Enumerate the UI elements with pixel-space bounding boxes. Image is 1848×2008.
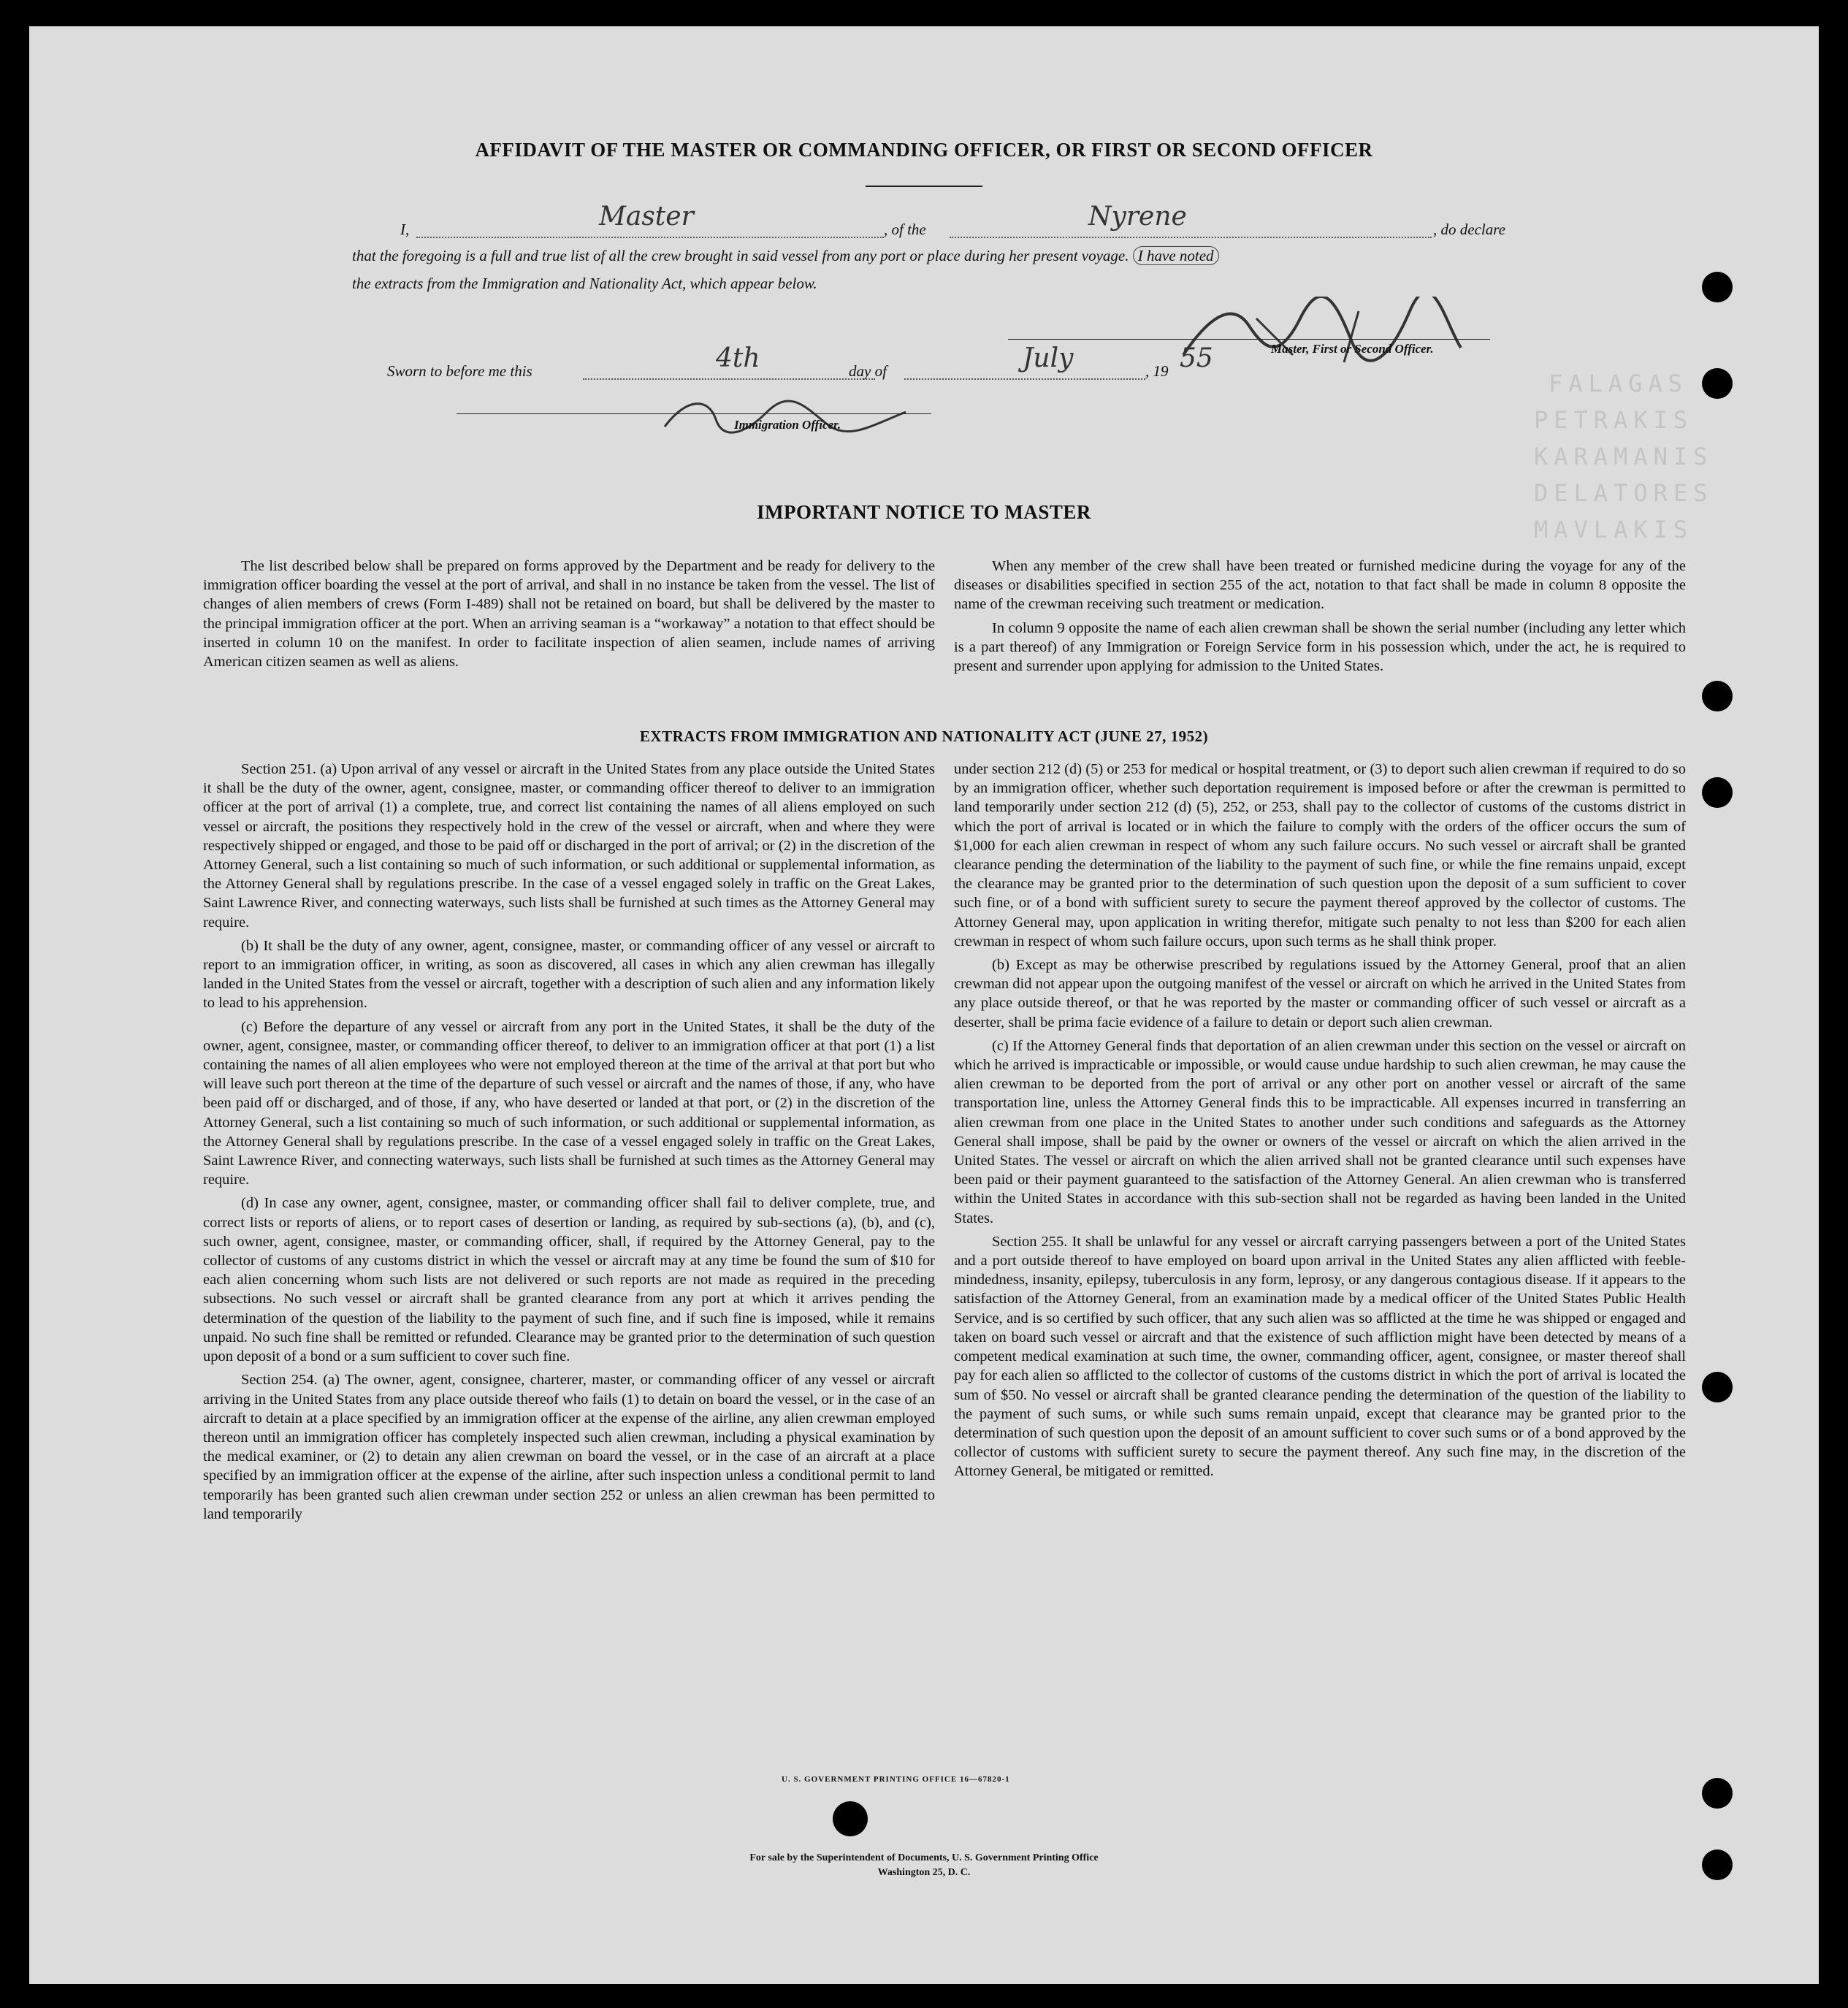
- gpo-imprint: U. S. GOVERNMENT PRINTING OFFICE 16—67820-1: [782, 1775, 1010, 1784]
- day-of-label: day of: [849, 362, 887, 380]
- officer-signature: [657, 390, 920, 441]
- master-signature: [1169, 297, 1505, 370]
- bleed-through-text: DELATORES: [1534, 479, 1714, 507]
- day-handwritten[interactable]: 4th: [716, 343, 760, 373]
- signature-caption: Master, First or Second Officer.: [1271, 342, 1434, 356]
- extract-paragraph: (b) It shall be the duty of any owner, agent, consignee, master, or commanding officer of any vessel or aircraft to report to an immigration officer, in writing, as soon as discovered, all cases in which any alien crewman has illegally landed in the United States from the vessel or aircraft, together with a description of such alien and any information likely to lead to his apprehension.: [203, 937, 935, 1012]
- sworn-label: Sworn to before me this: [387, 362, 532, 380]
- affidavit-line-2-text: that the foregoing is a full and true list of all the crew brought in said vessel from any port or place during her present voyage.: [352, 247, 1129, 264]
- punch-hole: [1702, 1778, 1733, 1809]
- bleed-through-text: MAVLAKIS: [1534, 516, 1694, 543]
- extract-paragraph: (b) Except as may be otherwise prescribed by regulations issued by the Attorney General, proof that an alien crewman did not appear upon the outgoing manifest of the vessel or aircraft on which he arrived in the United States from any place outside thereof, or that he was reported by the master or commanding officer of such vessel or aircraft as a deserter, shall be prima facie evidence of a failure to detain or deport such alien crewman.: [954, 957, 1686, 1031]
- document-page: [29, 26, 1819, 1984]
- declarant-name-handwritten[interactable]: Master: [599, 202, 694, 232]
- notice-right-column: [954, 557, 1686, 680]
- do-declare-label: , do declare: [1433, 221, 1505, 238]
- punch-hole: [1702, 1372, 1733, 1402]
- extract-paragraph: (c) If the Attorney General finds that deportation of an alien crewman under this section on the vessel or aircraft on which he arrived is impracticable or impossible, or would cause undue hardship to such alien crewman, he may cause the alien crewman to be deported from the port of arrival or any other port on another vessel or aircraft of the same transportation line, unless the Attorney General finds this to be impracticable. All expenses incurred in transferring an alien crewman from one place in the United States to another under such conditions and safeguards as the Attorney General shall impose, shall be paid by the owner or owners of the vessel or aircraft on which the alien arrived in the United States. The vessel or aircraft on which the alien arrived shall not be granted clearance until such expenses have been paid or their payment guaranteed to the satisfaction of the Attorney General. An alien crewman who is transferred within the United States in accordance with this sub-section shall not be regarded as having been landed in the United States.: [954, 1037, 1686, 1226]
- bleed-through-text: FALAGAS: [1549, 370, 1688, 397]
- punch-hole: [833, 1801, 868, 1836]
- extracts-right-column: [954, 760, 1686, 1486]
- extract-paragraph: (c) Before the departure of any vessel or aircraft from any port in the United States, it shall be the duty of the owner, agent, consignee, master, or commanding officer thereof, to deliver to an immigration officer at that port (1) a list containing the names of all alien employees who were not employed thereon at the time of the arrival at that port but who will leave such port thereon at the time of the departure of such vessel or aircraft and the names of those, if any, who have been paid off or discharged, and of those, if any, who have deserted or landed at that port, or (2) in the discretion of the Attorney General, such a list containing so much of such information, or such additional or supplemental information, as the Attorney General shall by regulations prescribe. In the case of a vessel engaged solely in traffic on the Great Lakes, Saint Lawrence River, and connecting waterways, such lists shall be furnished at such times as the Attorney General may require.: [203, 1018, 935, 1188]
- signature-line: [1008, 339, 1490, 340]
- month-line: [904, 378, 1145, 380]
- bleed-through-text: PETRAKIS: [1534, 406, 1694, 434]
- title-rule: [866, 186, 982, 187]
- extracts-title: EXTRACTS FROM IMMIGRATION AND NATIONALITY ACT (JUNE 27, 1952): [639, 728, 1209, 745]
- officer-line: [457, 413, 931, 414]
- officer-caption: Immigration Officer.: [734, 418, 841, 432]
- noted-text: I have noted: [1133, 246, 1219, 265]
- notice-right-paragraph-1: When any member of the crew shall have been treated or furnished medicine during the voyage for any of the diseases or disabilities specified in section 255 of the act, notation to that fact shall be made in column 8 opposite the name of the crewman receiving such treatment or medication.: [954, 558, 1686, 613]
- extract-paragraph: Section 255. It shall be unlawful for any vessel or aircraft carrying passengers between a port of the United States and a port outside thereof to have employed on board upon arrival in the United States any alien afflicted with feeble-mindedness, insanity, epilepsy, tuberculosis in any form, leprosy, or any dangerous contagious disease. If it appears to the satisfaction of the Attorney General, from an examination made by a medical officer of the United States Public Health Service, and is so certified by such officer, that any such alien was so afflicted at the time he was shipped or engaged and taken on board such vessel or aircraft and that the existence of such affliction might have been detected by means of a competent medical examination at such time, the owner, commanding officer, agent, consignee, or master thereof shall pay for each alien so afflicted to the collector of customs of the customs district in which the port of arrival is located the sum of $50. No vessel or aircraft shall be granted clearance pending the determination of the question of the liability to the payment of such sums, or while such sums remain unpaid, except that clearance may be granted prior to the determination of such question upon the deposit of an amount sufficient to cover such sums or of a bond approved by the collector of customs with sufficient surety to secure the payment thereof. Any such fine may, in the discretion of the Attorney General, be mitigated or remitted.: [954, 1233, 1686, 1480]
- affidavit-title: AFFIDAVIT OF THE MASTER OR COMMANDING OFFICER, OR FIRST OR SECOND OFFICER: [475, 139, 1373, 161]
- punch-hole: [1702, 681, 1733, 711]
- vessel-name-handwritten[interactable]: Nyrene: [1088, 202, 1187, 232]
- declarant-name-line: [416, 237, 884, 238]
- bleed-through-text: KARAMANIS: [1534, 443, 1714, 470]
- declarant-label: I,: [400, 221, 410, 238]
- year-prefix: , 19: [1145, 362, 1169, 380]
- month-handwritten[interactable]: July: [1023, 343, 1074, 373]
- affidavit-line-2: [352, 247, 1543, 265]
- extract-paragraph: Section 254. (a) The owner, agent, consignee, charterer, master, or commanding officer of any vessel or aircraft arriving in the United States from any place outside thereof who fails (1) to detain on board the vessel, or in the case of an aircraft to detain at a place specified by an immigration officer at the expense of the airline, any alien crewman employed thereon until an immigration officer has completely inspected such alien crewman, including a physical examination by the medical examiner, or (2) to detain any alien crewman on board the vessel, or in the case of an aircraft at a place specified by an immigration officer at the expense of the airline, after such inspection unless a conditional permit to land temporarily has been granted such alien crewman under section 252 or unless an alien crewman has been permitted to land temporarily: [203, 1372, 935, 1522]
- extract-paragraph: under section 212 (d) (5) or 253 for medical or hospital treatment, or (3) to deport such alien crewman if required to do so by an immigration officer, whether such deportation requirement is imposed before or after the crewman is permitted to land temporarily under section 212 (d) (5), 252, or 253, shall pay to the collector of customs of the customs district in which the port of arrival is located or in which the failure to comply with the orders of the officer occurs the sum of $1,000 for each alien crewman in respect of whom any such failure occurs. No such vessel or aircraft shall be granted clearance pending the determination of the liability to the payment of such fine, or while the fine remains unpaid, except the clearance may be granted prior to the determination of such question upon the deposit of a sum sufficient to cover such fine, or of a bond with sufficient surety to secure the payment thereof approved by the collector of customs. The Attorney General may, upon application in writing therefor, mitigate such penalty to not less than $200 for each alien crewman in respect of whom such failure occurs, upon such terms as he shall think proper.: [954, 761, 1686, 950]
- punch-hole: [1702, 368, 1733, 399]
- extract-paragraph: Section 251. (a) Upon arrival of any vessel or aircraft in the United States from any place outside the United States it shall be the duty of the owner, agent, consignee, master, or commanding officer thereof to deliver to an immigration officer at the port of arrival (1) a complete, true, and correct list containing the names of all aliens employed on such vessel or aircraft, the positions they respectively hold in the crew of the vessel or aircraft, when and where they were respectively shipped or engaged, and those to be paid off or discharged in the port of arrival; or (2) in the discretion of the Attorney General, such a list containing so much of such information, or such additional or supplemental information, as the Attorney General shall by regulations prescribe. In the case of a vessel engaged solely in traffic on the Great Lakes, Saint Lawrence River, and connecting waterways, such lists shall be furnished at such times as the Attorney General may require.: [203, 761, 935, 931]
- punch-hole: [1702, 272, 1733, 302]
- extract-paragraph: (d) In case any owner, agent, consignee, master, or commanding officer shall fail to deliver complete, true, and correct lists or reports of aliens, or to report cases of desertion or landing, as required by sub-sections (a), (b), and (c), such owner, agent, consignee, master, or commanding officer, shall, if required by the Attorney General, pay to the collector of customs of any customs district in which the vessel or aircraft may at any time be found the sum of $10 for each alien concerning whom such lists are not delivered or such reports are not made as required in the preceding subsections. No such vessel or aircraft shall be granted clearance from any port at which it arrives pending the determination of the question of the liability to the payment of such fine, and if such fine is imposed, while it remains unpaid. No such fine shall be remitted or refunded. Clearance may be granted prior to the determination of such question upon deposit of a bond or a sum sufficient to cover such fine.: [203, 1195, 935, 1365]
- notice-left-paragraph: The list described below shall be prepared on forms approved by the Department and be ready for delivery to the immigration officer boarding the vessel at the port of arrival, and shall in no instance be taken from the vessel. The list of changes of alien members of crews (Form I-489) shall not be retained on board, but shall be delivered by the master to the principal immigration officer at the port. When an arriving seaman is a “workaway” a notation to that effect should be inserted in column 10 on the manifest. In order to facilitate inspection of alien seamen, include names of arriving American citizen seamen as well as aliens.: [203, 558, 935, 671]
- year-handwritten[interactable]: 55: [1180, 343, 1213, 373]
- notice-title: IMPORTANT NOTICE TO MASTER: [757, 501, 1091, 523]
- day-line: [583, 378, 875, 380]
- notice-left-column: [203, 557, 935, 676]
- vessel-name-line: [950, 237, 1432, 238]
- affidavit-line-3: the extracts from the Immigration and Nationality Act, which appear below.: [352, 275, 817, 292]
- notice-right-paragraph-2: In column 9 opposite the name of each alien crewman shall be shown the serial number (including any letter which is a part thereof) of any Immigration or Foreign Service form in his possession which, under the act, he is required to present and surrender upon applying for admission to the United States.: [954, 619, 1686, 675]
- sale-line-2: Washington 25, D. C.: [877, 1867, 971, 1878]
- of-the-label: , of the: [884, 221, 926, 238]
- punch-hole: [1702, 777, 1733, 808]
- extracts-left-column: [203, 760, 935, 1528]
- sale-line-1: For sale by the Superintendent of Documents, U. S. Government Printing Office: [749, 1852, 1099, 1863]
